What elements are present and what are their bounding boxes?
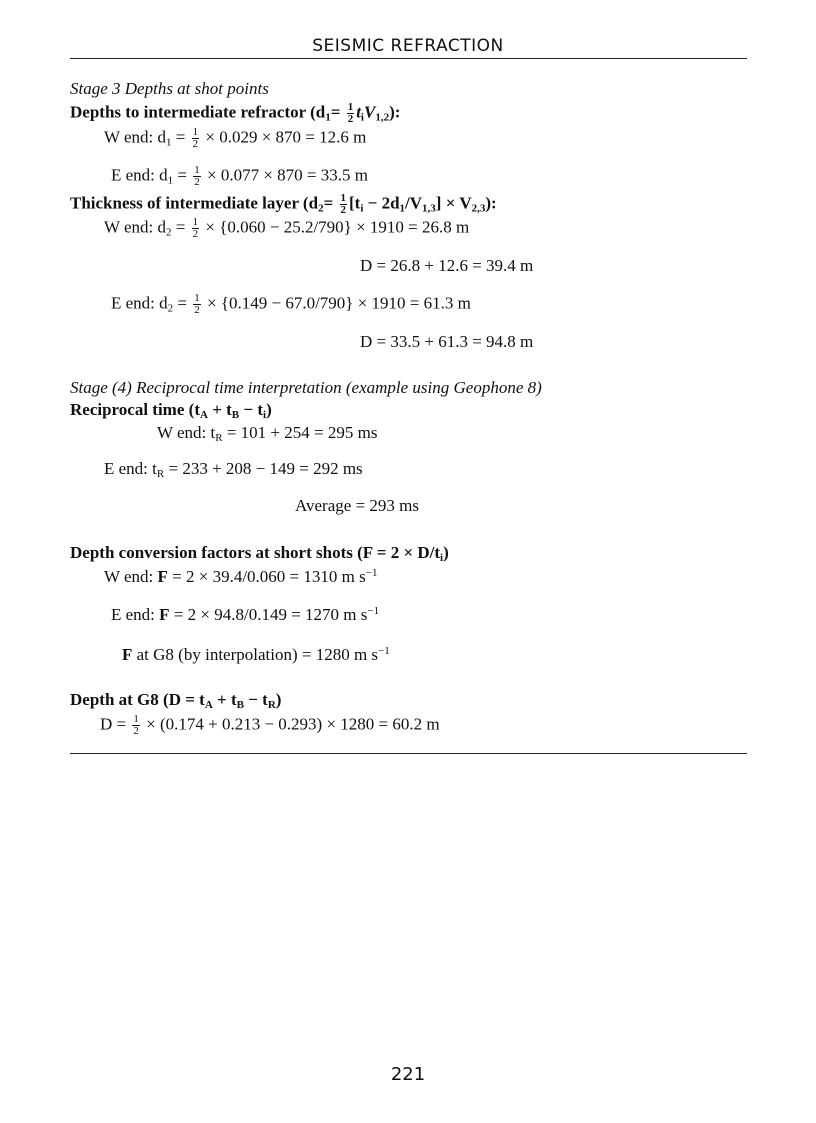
reciprocal-title: Reciprocal time $(t_A + t_B - t_i)$	[70, 400, 272, 421]
page-number: 221	[390, 1064, 426, 1085]
e-D: D = 33.5 + 61.3 = 94.8 m	[360, 332, 534, 351]
w-end-d2: W end: $d_2$ = $\frac{1}{2}$ × {0.060 − 25.2/790} × 1910 = 26.8 m	[104, 216, 470, 240]
depth-g8-title: Depth at G8 $(D = t_A + t_B - t_R)$	[70, 690, 282, 711]
conversion-title: Depth conversion factors at short shots $(F = 2 \times D/t_i)$	[70, 543, 449, 564]
stage4-heading: Stage (4) Reciprocal time interpretation (example using Geophone 8)	[70, 378, 542, 397]
bottom-rule	[70, 753, 747, 754]
w-end-tR: W end: $t_R = 101 + 254 = 295$ ms	[157, 423, 378, 444]
running-header: SEISMIC REFRACTION	[312, 36, 504, 56]
e-end-d2: E end: $d_2$ = $\frac{1}{2}$ × {0.149 − 67.0/790} × 1910 = 61.3 m	[111, 292, 471, 316]
e-end-tR: E end: $t_R = 233 + 208 - 149 = 292$ ms	[104, 459, 363, 480]
e-end-d1: E end: $d_1$ = $\frac{1}{2}$ × 0.077 × 870 = 33.5 m	[111, 164, 368, 188]
e-end-F: E end: F = 2 × 94.8/0.149 = 1270 m $s^{-1}$	[111, 605, 380, 624]
w-end-F: W end: F = 2 × 39.4/0.060 = 1310 m $s^{-1}$	[104, 567, 378, 586]
depth-g8-eq: D = $\frac{1}{2}$ × (0.174 + 0.213 − 0.293) × 1280 = 60.2 m	[100, 713, 440, 737]
thickness-title: Thickness of intermediate layer ($d_2=$ $\frac{1}{2}$ $[t_i - 2d_1/V_{1,3}] \times V_{2,3}$):	[70, 192, 497, 216]
w-end-d1: W end: $d_1$ = $\frac{1}{2}$ × 0.029 × 870 = 12.6 m	[104, 126, 367, 150]
g8-F: F at G8 (by interpolation) = 1280 m $s^{-1}$	[122, 645, 390, 664]
average: Average = 293 ms	[295, 496, 419, 515]
stage3-heading: Stage 3 Depths at shot points	[70, 79, 269, 98]
w-D: D = 26.8 + 12.6 = 39.4 m	[360, 256, 534, 275]
header-rule	[70, 58, 747, 59]
depths-title: Depths to intermediate refractor ($d_1=$ $\frac{1}{2}$ $t_iV_{1,2}$):	[70, 101, 401, 125]
